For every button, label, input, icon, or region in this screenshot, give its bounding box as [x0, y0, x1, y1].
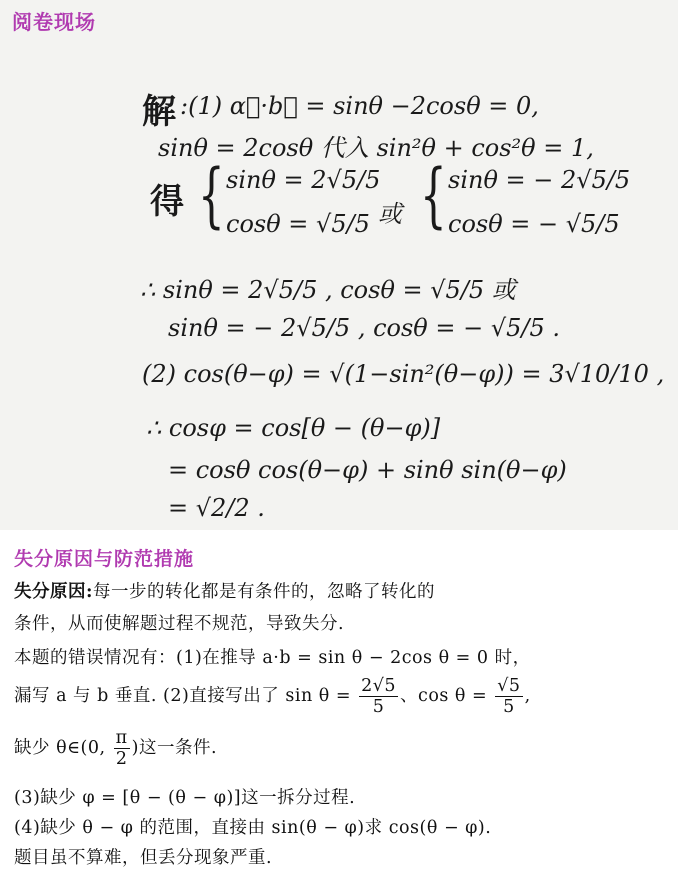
errors-line-3-text-a: 缺少 θ∈(0,	[14, 738, 106, 759]
reason-paragraph-line-2: 条件，从而使解题过程不规范，导致失分.	[14, 614, 345, 634]
reason-label: 失分原因:	[14, 582, 93, 602]
fraction-cos	[495, 676, 522, 717]
analysis-section	[0, 530, 678, 873]
solution-label: 解	[142, 92, 176, 132]
reason-text: 每一步的转化都是有条件的，忽略了转化的	[92, 582, 435, 602]
errors-line-5: (4)缺少 θ − φ 的范围，直接由 sin(θ − φ)求 cos(θ − φ).	[14, 818, 492, 838]
fraction-cos-denominator: 5	[503, 697, 515, 718]
brace-left-icon: {	[198, 154, 225, 236]
fraction-sin-numerator: 2√5	[361, 676, 397, 696]
system1-sin: sinθ = 2√5/5	[226, 166, 381, 194]
errors-line-6: 题目虽不算难，但丢分现象严重.	[14, 848, 273, 868]
handwriting-line-10: = √2/2 .	[168, 494, 265, 522]
handwriting-line-1: :(1) α⃗·b⃗ = sinθ −2cosθ = 0,	[180, 92, 539, 120]
reason-paragraph-line-1	[14, 578, 435, 603]
handwriting-or: 或	[378, 200, 402, 228]
brace-right-icon: {	[420, 154, 447, 236]
handwriting-line-5: ∴ sinθ = 2√5/5 , cosθ = √5/5 或	[140, 276, 516, 304]
handwriting-line-2: sinθ = 2cosθ 代入 sin²θ + cos²θ = 1,	[158, 134, 594, 162]
fraction-sin	[359, 676, 398, 717]
handwriting-line-7: (2) cos(θ−φ) = √(1−sin²(θ−φ)) = 3√10/10 ,	[142, 360, 665, 388]
fraction-pi-numerator: π	[115, 728, 128, 748]
section-title: 失分原因与防范措施	[14, 548, 195, 570]
errors-line-3-text-b: )这一条件.	[131, 738, 218, 759]
header-title: 阅卷现场	[12, 10, 96, 34]
handwriting-line-8: ∴ cosφ = cos[θ − (θ−φ)]	[146, 414, 441, 442]
errors-line-4: (3)缺少 φ = [θ − (θ − φ)]这一拆分过程.	[14, 788, 356, 808]
errors-line-2-text-c: ,	[524, 686, 531, 707]
fraction-pi-over-2	[114, 728, 130, 769]
errors-line-2	[14, 676, 531, 717]
handwriting-line-6: sinθ = − 2√5/5 , cosθ = − √5/5 .	[168, 314, 561, 342]
errors-line-2-text-b: 、cos θ =	[400, 686, 488, 707]
handwriting-line-9: = cosθ cos(θ−φ) + sinθ sin(θ−φ)	[168, 456, 567, 484]
errors-line-2-text-a: 漏写 a 与 b 垂直. (2)直接写出了 sin θ =	[14, 686, 352, 707]
handwriting-de: 得	[150, 182, 184, 222]
fraction-cos-numerator: √5	[497, 676, 521, 696]
system1-cos: cosθ = √5/5	[226, 210, 370, 238]
system2-cos: cosθ = − √5/5	[448, 210, 620, 238]
fraction-pi-denominator: 2	[115, 749, 128, 770]
errors-line-3	[14, 728, 217, 769]
fraction-sin-denominator: 5	[372, 697, 385, 718]
system2-sin: sinθ = − 2√5/5	[448, 166, 631, 194]
errors-line-1: 本题的错误情况有：(1)在推导 a·b = sin θ − 2cos θ = 0 时，	[14, 648, 531, 668]
